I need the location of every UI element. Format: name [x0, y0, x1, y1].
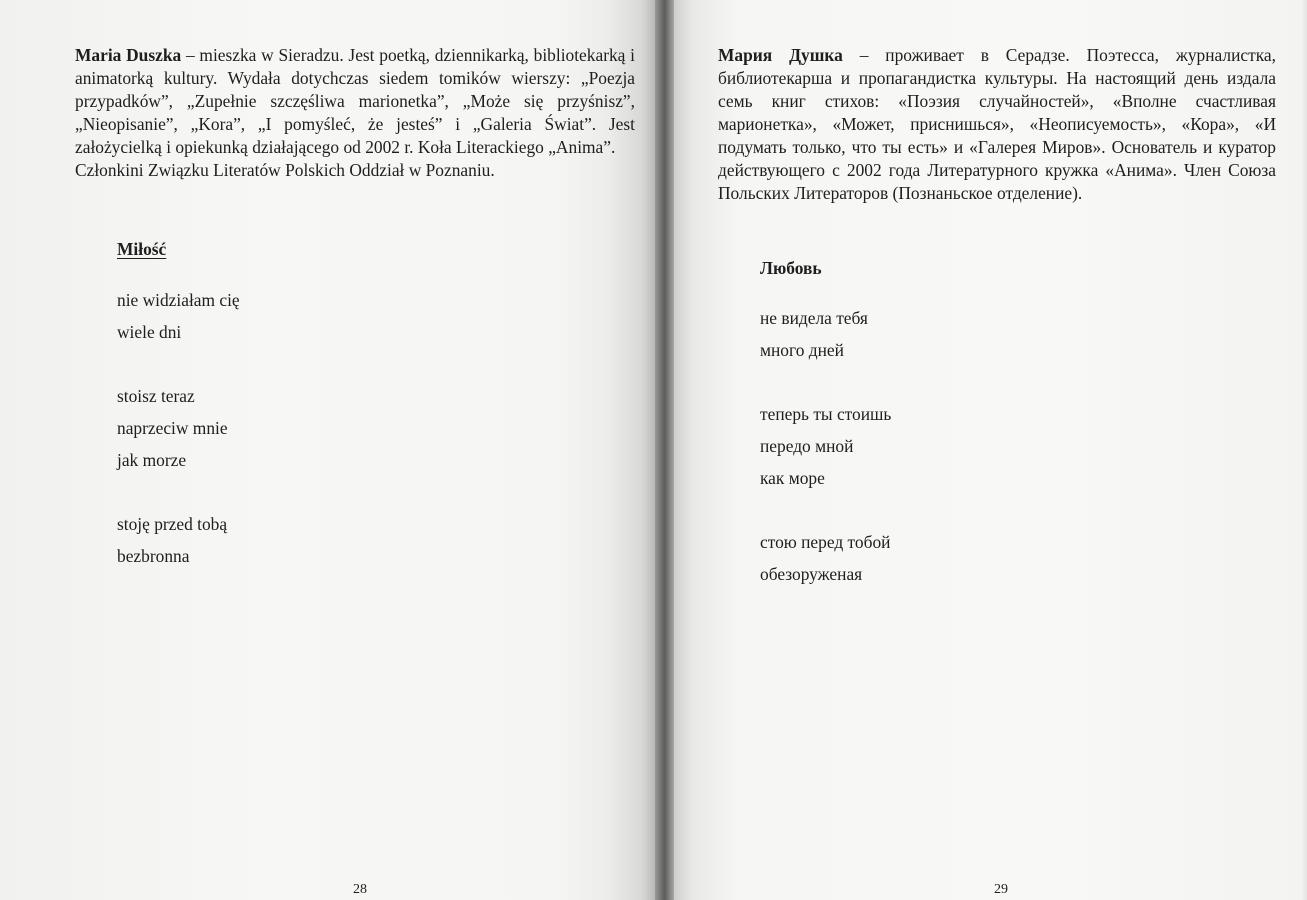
poem-line: теперь ты стоишь [760, 404, 892, 424]
poem-line: wiele dni [117, 322, 182, 342]
right-page [674, 0, 1307, 900]
poem-line: передо мной [760, 436, 854, 456]
poem-line: nie widziałam cię [117, 290, 240, 310]
bio-text: – mieszka w Sieradzu. Jest poetką, dziennikarką, bibliotekarką i animatorką kultury. Wydała dotychczas siedem tomików wierszy: „Poezja przypadków”, „Zupełnie szczęśliwa marionetka”, „Może się przyśnisz”, „Nieopisanie”, „Kora”, „I pomyśleć, że jesteś” i „Galeria Świat”. Jest założycielką i opiekunką działającego od 2002 r. Koła Literackiego „Anima”. [75, 45, 635, 157]
poem-line: стою перед тобой [760, 532, 891, 552]
poem-body [760, 302, 891, 622]
page-number: 29 [994, 882, 1008, 897]
bio-membership: Członkini Związku Literatów Polskich Oddział w Poznaniu. [75, 160, 495, 180]
page-number: 28 [353, 882, 367, 897]
bio-text: – проживает в Серадзе. Поэтесса, журналистка, библиотекарша и пропагандистка культуры. На настоящий день издала семь книг стихов: «Поэзия случайностей», «Вполне счастливая марионетка», «Может, приснишься», «Неописуемость», «Кора», «И подумать только, что ты есть» и «Галерея Миров». Основатель и куратор действующего с 2002 года Литературного кружка «Анима». Член Союза Польских Литераторов (Познаньское отделение). [718, 45, 1276, 203]
poem-stanza [117, 284, 240, 348]
poem-stanza [117, 380, 240, 476]
author-bio-polish [75, 44, 635, 182]
author-name: Мария Душка [718, 45, 843, 65]
poem-line: много дней [760, 340, 844, 360]
poem-line: bezbronna [117, 546, 190, 566]
poem-line: не видела тебя [760, 308, 868, 328]
poem-title: Любовь [760, 258, 822, 278]
poem-line: jak morze [117, 450, 187, 470]
poem-line: как море [760, 468, 825, 488]
bio-paragraph [718, 44, 1276, 205]
author-bio-russian [718, 44, 1276, 205]
poem-stanza [760, 302, 891, 366]
poem-line: naprzeciw mnie [117, 418, 228, 438]
poem-title: Miłość [117, 239, 167, 259]
poem-stanza [760, 398, 891, 494]
poem-line: stoisz teraz [117, 386, 195, 406]
poem-line: обезоруженая [760, 564, 863, 584]
bio-paragraph [75, 44, 635, 159]
book-gutter [655, 0, 674, 900]
poem-line: stoję przed tobą [117, 514, 228, 534]
poem-body [117, 284, 240, 604]
author-name: Maria Duszka [75, 45, 182, 65]
poem-stanza [760, 526, 891, 590]
page-edge-shadow [1301, 0, 1307, 900]
poem-stanza [117, 508, 240, 572]
